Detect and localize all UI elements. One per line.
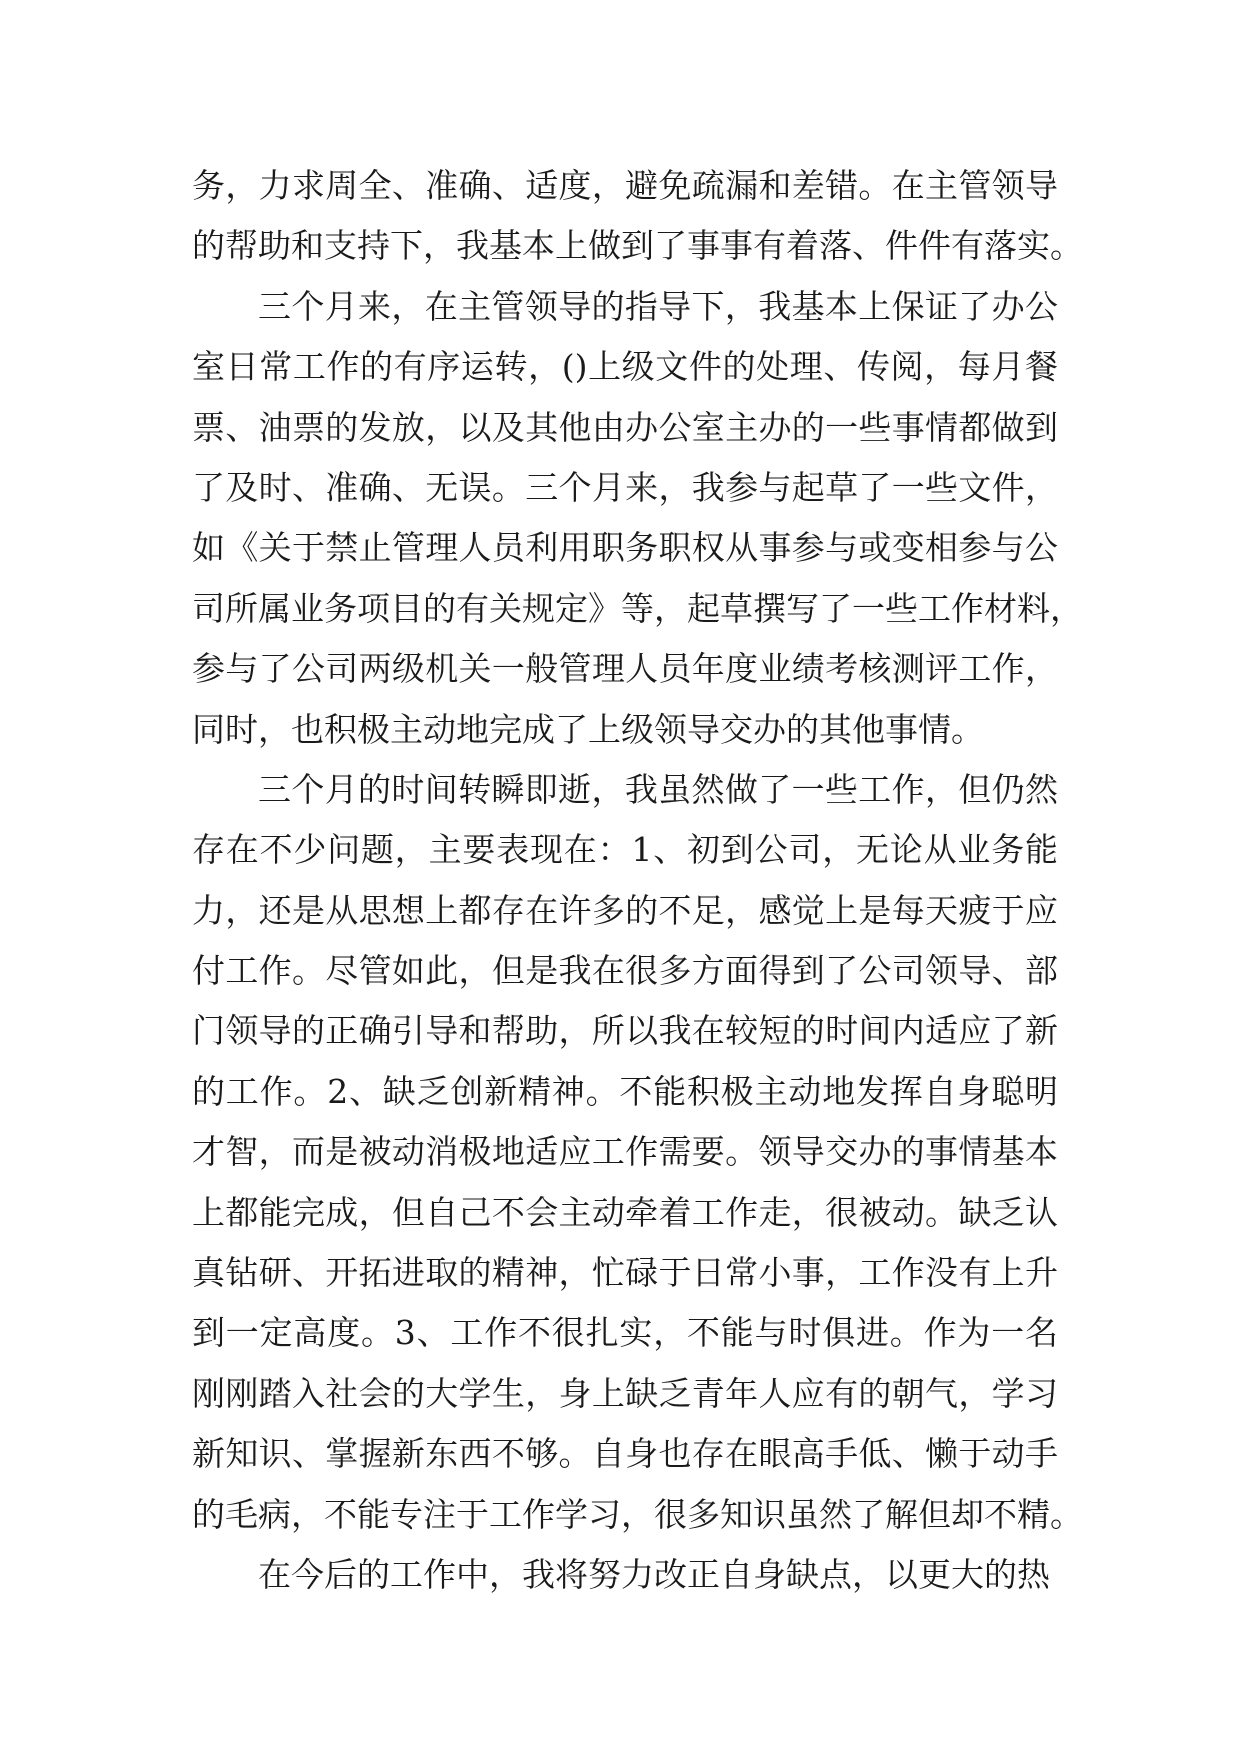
text-line: 付工作。尽管如此，但是我在很多方面得到了公司领导、部 bbox=[192, 951, 1058, 991]
text-line: 存在不少问题，主要表现在：1、初到公司，无论从业务能 bbox=[192, 830, 1058, 870]
text-line: 票、油票的发放，以及其他由办公室主办的一些事情都做到 bbox=[192, 407, 1058, 447]
paragraph-start-line: 在今后的工作中，我将努力改正自身缺点，以更大的热 bbox=[258, 1554, 1050, 1594]
text-line: 才智，而是被动消极地适应工作需要。领导交办的事情基本 bbox=[192, 1132, 1058, 1172]
text-line: 刚刚踏入社会的大学生，身上缺乏青年人应有的朝气，学习 bbox=[192, 1373, 1058, 1413]
text-line: 务，力求周全、准确、适度，避免疏漏和差错。在主管领导 bbox=[192, 166, 1058, 205]
text-line: 真钻研、开拓进取的精神，忙碌于日常小事，工作没有上升 bbox=[192, 1253, 1058, 1293]
paragraph-start-line: 三个月来，在主管领导的指导下，我基本上保证了办公 bbox=[258, 286, 1058, 326]
text-line: 力，还是从思想上都存在许多的不足，感觉上是每天疲于应 bbox=[192, 890, 1058, 930]
text-line: 到一定高度。3、工作不很扎实，不能与时俱进。作为一名 bbox=[192, 1313, 1058, 1353]
text-line: 新知识、掌握新东西不够。自身也存在眼高手低、懒于动手 bbox=[192, 1434, 1058, 1474]
text-line: 了及时、准确、无误。三个月来，我参与起草了一些文件， bbox=[192, 467, 1058, 507]
text-line: 同时，也积极主动地完成了上级领导交办的其他事情。 bbox=[192, 709, 984, 749]
text-line: 室日常工作的有序运转，()上级文件的处理、传阅，每月餐 bbox=[192, 347, 1058, 387]
text-line: 的工作。2、缺乏创新精神。不能积极主动地发挥自身聪明 bbox=[192, 1071, 1058, 1111]
text-line: 参与了公司两级机关一般管理人员年度业绩考核测评工作， bbox=[192, 649, 1058, 689]
paragraph-start-line: 三个月的时间转瞬即逝，我虽然做了一些工作，但仍然 bbox=[258, 769, 1058, 809]
text-line: 的毛病，不能专注于工作学习，很多知识虽然了解但却不精。 bbox=[192, 1494, 1083, 1534]
text-line: 门领导的正确引导和帮助，所以我在较短的时间内适应了新 bbox=[192, 1011, 1058, 1051]
text-line: 的帮助和支持下，我基本上做到了事事有着落、件件有落实。 bbox=[192, 226, 1083, 266]
body-text bbox=[192, 156, 1083, 1605]
text-line: 如《关于禁止管理人员利用职务职权从事参与或变相参与公 bbox=[192, 528, 1058, 568]
text-line: 司所属业务项目的有关规定》等，起草撰写了一些工作材料， bbox=[192, 588, 1083, 628]
text-line: 上都能完成，但自己不会主动牵着工作走，很被动。缺乏认 bbox=[192, 1192, 1058, 1232]
